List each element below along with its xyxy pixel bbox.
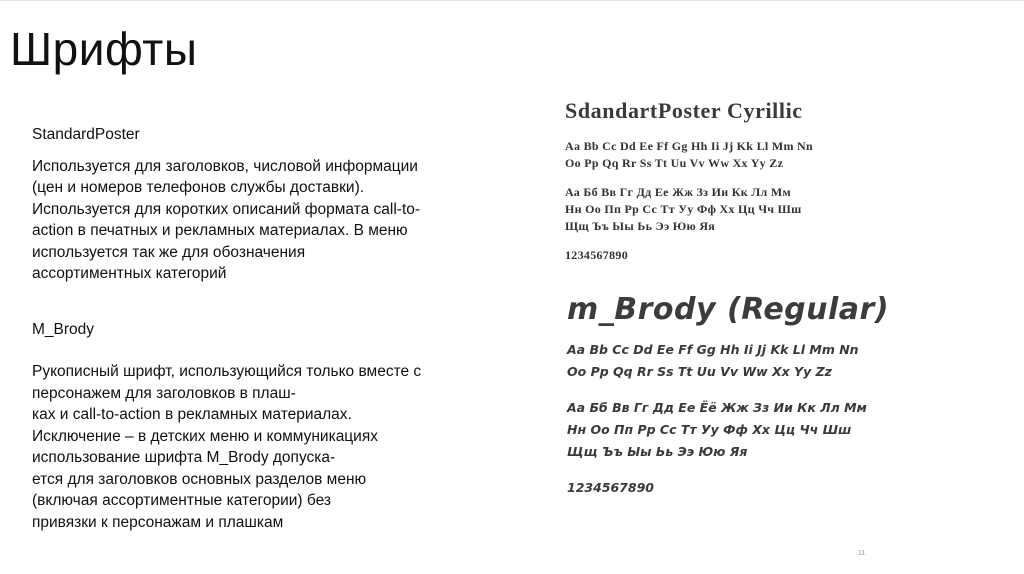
specimen-cyrillic-row: Щщ Ъъ Ыы Ьь Ээ Юю Яя: [567, 444, 748, 459]
specimen-latin-row: Oo Pp Qq Rr Ss Tt Uu Vv Ww Xx Yy Zz: [565, 156, 784, 170]
specimen-latin-row: Aa Bb Cc Dd Ee Ff Gg Hh Ii Jj Kk Ll Mm Nn: [565, 139, 813, 153]
top-divider: [0, 0, 1024, 1]
m-brody-heading: M_Brody: [32, 320, 95, 338]
standard-poster-description: Используется для заголовков, числовой информации (цен и номеров телефонов службы доставки). Используется для коротких описаний формата call-to- action в печатных и рекламных материалах. В меню используется так же для обозначения ассортиментных категорий: [32, 157, 421, 282]
font-specimen-image: [555, 90, 895, 499]
standard-poster-heading: StandardPoster: [32, 126, 140, 143]
specimen-cyrillic-row: Нн Оо Пп Рр Сс Тт Уу Фф Хх Цц Чч Шш: [567, 422, 852, 437]
standard-poster-specimen: [555, 98, 895, 264]
specimen-digits-row: 1234567890: [565, 248, 628, 262]
m-brody-specimen-title: m_Brody (Regular): [567, 292, 890, 327]
standard-poster-section: [32, 124, 492, 285]
specimen-cyrillic-row: Аа Бб Вв Гг Дд Ее Жж Зз Ии Кк Лл Мм: [565, 185, 791, 199]
m-brody-description: Рукописный шрифт, использующийся только вместе с персонажем для заголовков в плаш- ках и call-to-action в рекламных материалах. Исключение – в детских меню и коммуникациях использование шрифта M_Brody допуска- ется для заголовков основных разделов меню (включая ассортиментные категории) без привязки к персонажам и плашкам: [32, 363, 422, 531]
font-descriptions: [32, 124, 492, 533]
specimen-digits-row: 1234567890: [567, 480, 654, 495]
standard-poster-specimen-title: SdandartPoster Cyrillic: [565, 98, 803, 123]
m-brody-section: [32, 319, 492, 534]
specimen-latin-row: Aa Bb Cc Dd Ee Ff Gg Hh Ii Jj Kk Ll Mm Nn: [567, 342, 859, 357]
specimen-cyrillic-row: Щщ Ъъ Ыы Ьь Ээ Юю Яя: [565, 219, 716, 233]
slide-title: Шрифты: [10, 23, 198, 75]
specimen-cyrillic-row: Аа Бб Вв Гг Дд Ее Ёё Жж Зз Ии Кк Лл Мм: [567, 400, 867, 415]
specimen-cyrillic-row: Нн Оо Пп Рр Сс Тт Уу Фф Хх Цц Чч Шш: [565, 202, 802, 216]
page-number: 11: [858, 550, 866, 557]
specimen-latin-row: Oo Pp Qq Rr Ss Tt Uu Vv Ww Xx Yy Zz: [567, 364, 832, 379]
m-brody-specimen: [555, 292, 895, 499]
